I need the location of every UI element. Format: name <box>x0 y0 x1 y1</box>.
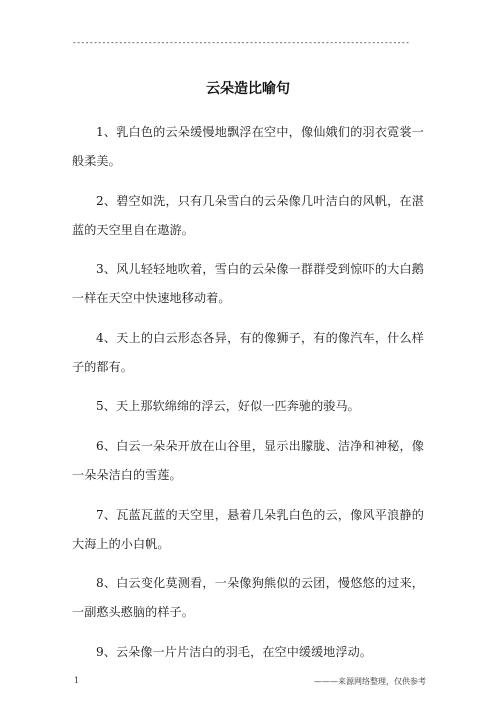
paragraph-4: 4、天上的白云形态各异，有的像狮子，有的像汽车，什么样子的都有。 <box>72 330 424 374</box>
page-number: 1 <box>74 676 80 685</box>
paragraph-9: 9、云朵像一片片洁白的羽毛，在空中缓缓地浮动。 <box>96 644 373 659</box>
document-body <box>72 118 424 677</box>
paragraph-7: 7、瓦蓝瓦蓝的天空里，悬着几朵乳白色的云，像风平浪静的大海上的小白帆。 <box>72 507 424 551</box>
paragraph-5: 5、天上那软绵绵的浮云，好似一匹奔驰的骏马。 <box>96 399 360 414</box>
paragraph-8: 8、白云变化莫测看，一朵像狗熊似的云团，慢悠悠的过来，一副憨头憨脑的样子。 <box>72 576 424 620</box>
source-note: ———来源网络整理，仅供参考 <box>314 677 426 686</box>
paragraph-1: 1、乳白色的云朵缓慢地飘浮在空中，像仙娥们的羽衣霓裳一般柔美。 <box>72 125 424 168</box>
paragraph-6: 6、白云一朵朵开放在山谷里，显示出朦胧、洁净和神秘，像一朵朵洁白的雪莲。 <box>72 438 424 482</box>
document-title: 云朵造比喻句 <box>206 81 290 97</box>
paragraph-2: 2、碧空如洗，只有几朵雪白的云朵像几叶洁白的风帆，在湛蓝的天空里自在遨游。 <box>72 193 424 237</box>
paragraph-3: 3、风儿轻轻地吹着，雪白的云朵像一群群受到惊吓的大白鹅一样在天空中快速地移动着。 <box>72 262 424 306</box>
page-footer <box>72 676 426 688</box>
header-dashed-rule: -------------------------------------------------------------------------------- <box>72 38 410 47</box>
